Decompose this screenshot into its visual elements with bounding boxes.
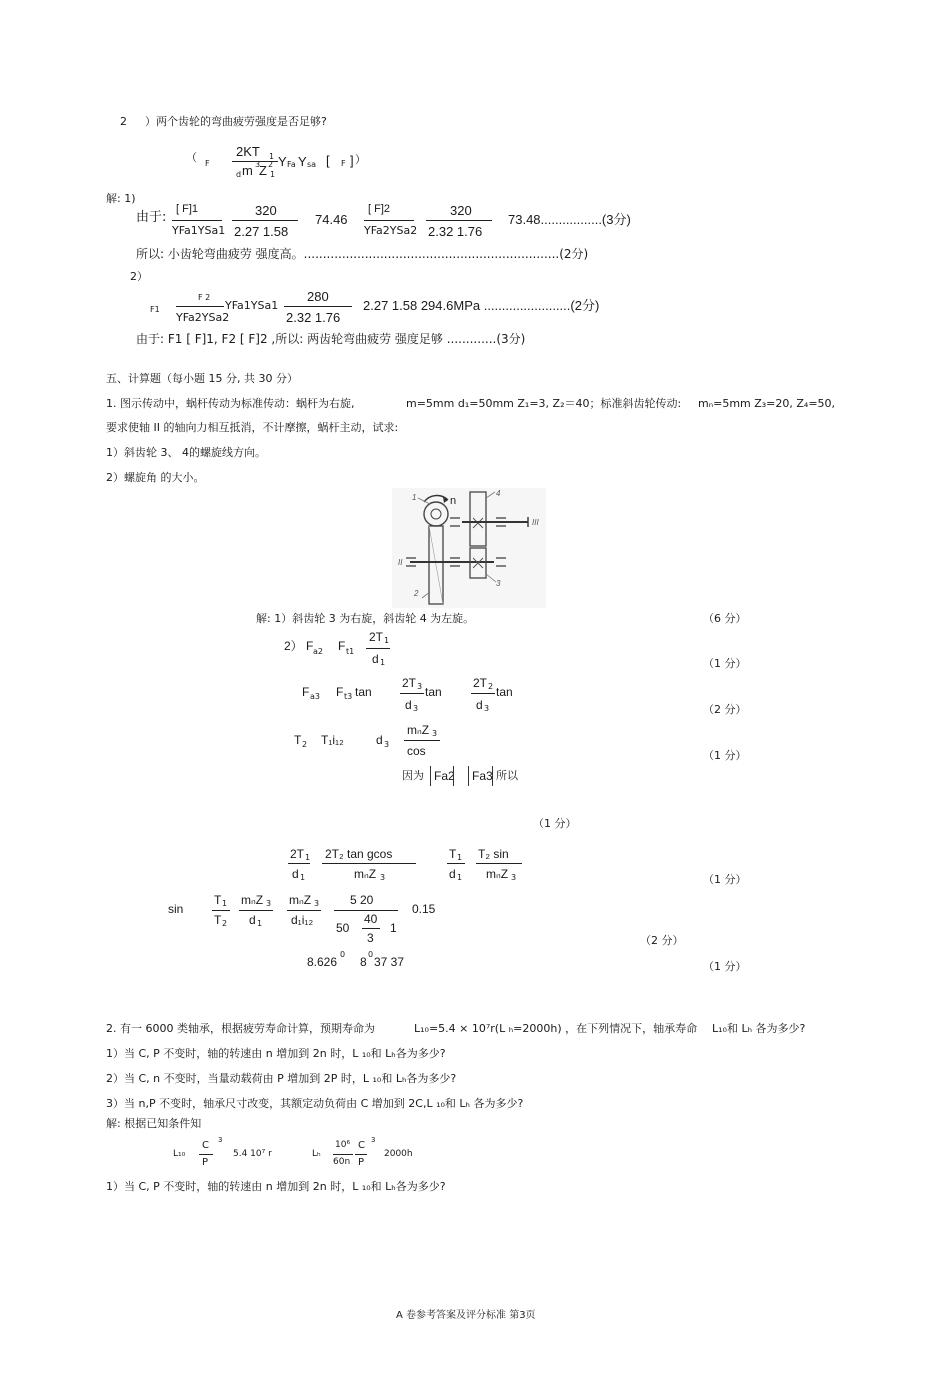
eq2-lhs: F (302, 685, 310, 699)
eq1-den: d (372, 652, 379, 666)
eq5-d3: d₁i₁₂ (291, 913, 314, 927)
q2b-line1a: 2. 有一 6000 类轴承，根据疲劳寿命计算，预期寿命为 (106, 1022, 375, 1035)
eq2-den2: d (476, 698, 483, 712)
formula-den-d: d (236, 170, 242, 179)
label-II: II (398, 558, 403, 567)
eq5-bar1 (212, 910, 230, 911)
eq5-d4b-num: 40 (364, 912, 378, 926)
eq5-sin: sin (168, 902, 184, 916)
eq4-bar1 (288, 863, 310, 864)
eq6-b-sup: 0 (368, 950, 374, 959)
eq5-n4: 5 20 (350, 893, 374, 907)
row2-frac1-bar (176, 306, 224, 307)
row2-frac2-num: 280 (307, 289, 329, 304)
eq5-n2: mₙZ (241, 893, 264, 907)
row1-frac2-bar (232, 220, 298, 221)
because-f1: Fa2 (434, 769, 455, 783)
because-label: 因为 (402, 769, 424, 782)
eq1-mid: F (338, 639, 346, 653)
eq2-den1: d (405, 698, 412, 712)
row1-frac3-bar (364, 220, 414, 221)
section-heading: 五、计算题（每小题 15 分, 共 30 分） (106, 372, 298, 385)
eq2-mid: F (336, 685, 344, 699)
q2b-line5: 解: 根据已知条件知 (106, 1117, 202, 1130)
eq5-bar3 (287, 910, 321, 911)
eq1-lhs-sub: a2 (313, 647, 323, 656)
eq4-n3: T (449, 847, 457, 861)
eq4-bar4 (476, 863, 522, 864)
bf-2000h: 2000h (384, 1149, 413, 1159)
eq5-d4b-den: 3 (367, 931, 374, 945)
bracket-right: ] (350, 153, 354, 168)
bf-lh: Lₕ (312, 1149, 321, 1159)
bf-60n: 60n (333, 1157, 351, 1167)
formula-z-sub: 1 (270, 170, 276, 179)
label-2: 2 (414, 589, 419, 598)
eq2-mid-sub: t3 (344, 692, 353, 701)
bf-bar1 (199, 1154, 213, 1155)
row1-frac4-den: 2.32 1.76 (428, 224, 483, 239)
eq4-n2: 2T₂ tan gcos (325, 847, 393, 861)
eq2-num2: 2T (473, 676, 488, 690)
row1-prefix: 由于: (136, 210, 167, 225)
formula-y2-sub: sa (307, 160, 317, 169)
because-f2: Fa3 (472, 769, 493, 783)
bf-c2: C (358, 1140, 365, 1151)
bf-106: 10⁶ (335, 1140, 351, 1150)
formula-sup3: 3 (255, 160, 261, 169)
sigma-sub: F (205, 159, 210, 168)
label-3: 3 (496, 579, 501, 588)
q2b-line3: 2）当 C, n 不变时，当量动载荷由 P 增加到 2P 时，L ₁₀和 Lₕ各为多少? (106, 1072, 457, 1085)
q2b-line6: 1）当 C, P 不变时，轴的转速由 n 增加到 2n 时，L ₁₀和 Lₕ各为多少? (106, 1180, 446, 1193)
row2-frac2-bar (284, 306, 352, 307)
paren-left: （ (186, 151, 197, 164)
row1-frac4-bar (426, 220, 492, 221)
eq6-c: 37 37 (374, 955, 405, 969)
score-a2: （1 分） (703, 657, 747, 670)
score-a6: （1 分） (533, 817, 577, 830)
q2b-line4: 3）当 n,P 不变时，轴承尺寸改变，其额定动负荷由 C 增加到 2C,L ₁₀和 Lₕ 各为多少? (106, 1097, 524, 1110)
formula-den-m: m (242, 163, 253, 178)
bracket-sigma: F (341, 159, 346, 168)
eq2-bar2 (471, 693, 495, 694)
solution-label: 解: 1) (106, 192, 136, 205)
row2-tail: 2.27 1.58 294.6MPa ........................(2分) (363, 298, 600, 313)
eq4-n4: T₂ sin (478, 847, 509, 861)
because-tail: 所以 (496, 769, 518, 782)
eq4-n1: 2T (290, 847, 305, 861)
row1-frac3-num: [ F]2 (368, 203, 391, 215)
eq5-n3: mₙZ (289, 893, 312, 907)
bf-l10: L₁₀ (173, 1149, 186, 1159)
row2-frac2-den: 2.32 1.76 (286, 310, 341, 325)
row1-value2: 73.48.................(3分) (508, 212, 631, 227)
eq4-bar3 (447, 863, 465, 864)
q2b-line1c: L₁₀和 Lₕ 各为多少? (712, 1022, 806, 1035)
formula-numerator: 2KT (236, 144, 260, 159)
eq5-d2: d (249, 913, 256, 927)
score-a8: （2 分） (640, 934, 684, 947)
eq4-d1: d (292, 867, 299, 881)
bf-bar3 (355, 1154, 367, 1155)
score-a3: （2 分） (703, 703, 747, 716)
solution-part2-label: 2） (130, 270, 148, 283)
row1-frac4-num: 320 (450, 203, 472, 218)
eq4-d4: mₙZ (486, 867, 509, 881)
eq3-num: mₙZ (407, 723, 430, 737)
q1-line1b: m=5mm d₁=50mm Z₁=3, Z₂＝40；标准斜齿轮传动: (406, 397, 682, 410)
formula-y1: Y (278, 154, 287, 169)
formula-den-z: Z (259, 163, 267, 178)
row1-frac2-num: 320 (255, 203, 277, 218)
row2-frac1-num: F 2 (198, 293, 211, 302)
eq3-d: d (376, 733, 383, 747)
q2-title: ）两个齿轮的弯曲疲劳强度是否足够? (145, 115, 327, 128)
score-a1: （6 分） (703, 612, 747, 625)
eq3-lhs: T (294, 733, 302, 747)
eq5-value: 0.15 (412, 902, 436, 916)
row1-frac1-den: YFa1YSa1 (172, 224, 226, 237)
label-1: 1 (412, 493, 417, 502)
eq1-num: 2T (369, 630, 384, 644)
eq5-d4c: 1 (390, 921, 397, 935)
row2-mid: YFa1YSa1 (225, 299, 279, 312)
solution-conclusion-1: 所以: 小齿轮弯曲疲劳 强度高。...................................................................(2分) (136, 247, 589, 261)
eq5-n1: T (214, 893, 222, 907)
paren-right: ） (355, 153, 366, 166)
formula-y1-sub: Fa (287, 160, 296, 169)
bf-sup3b: 3 (371, 1136, 376, 1144)
bf-p2: P (358, 1157, 365, 1168)
eq5-bar5 (362, 928, 380, 929)
eq6-sup: 0 (340, 950, 346, 959)
q2b-line1b: L₁₀=5.4 × 10⁷r(L ₕ=2000h) ，在下列情况下，轴承寿命 (414, 1022, 698, 1035)
eq4-d3: d (449, 867, 456, 881)
eq2-num1: 2T (402, 676, 417, 690)
page-footer: A 卷参考答案及评分标准 第3页 (396, 1310, 536, 1321)
eq5-bar4 (334, 910, 398, 911)
eq4-bar2 (322, 863, 416, 864)
bf-p: P (202, 1157, 209, 1168)
solution-conclusion-2: 由于: F1 [ F]1, F2 [ F]2 ,所以: 两齿轮弯曲疲劳 强度足够 .............(3分) (136, 332, 526, 346)
bf-c: C (202, 1140, 209, 1151)
row1-frac2-den: 2.27 1.58 (234, 224, 289, 239)
label-n: n (450, 495, 457, 507)
formula-sup2: 2 (268, 160, 274, 169)
score-a4: （1 分） (703, 749, 747, 762)
eq1-bar (366, 648, 390, 649)
transmission-diagram (392, 488, 546, 608)
eq5-d1: T (214, 913, 222, 927)
row1-frac3-den: YFa2YSa2 (364, 224, 418, 237)
eq5-d4a: 50 (336, 921, 350, 935)
q1-line4: 2）螺旋角 的大小。 (106, 471, 205, 484)
bf-sup3: 3 (218, 1136, 223, 1144)
q2-number: 2 (120, 115, 127, 128)
eq6-b: 8 (360, 955, 367, 969)
eq2-lhs-sub: a3 (310, 692, 320, 701)
row2-frac1-den: YFa2YSa2 (176, 311, 230, 324)
q1-line3: 1）斜齿轮 3、 4的螺旋线方向。 (106, 446, 266, 459)
score-a7: （1 分） (703, 873, 747, 886)
row1-value1: 74.46 (315, 212, 348, 227)
row1-frac1-bar (172, 220, 222, 221)
eq6-value: 8.626 (307, 955, 338, 969)
q2b-line2: 1）当 C, P 不变时，轴的转速由 n 增加到 2n 时，L ₁₀和 Lₕ各为多少? (106, 1047, 446, 1060)
bracket-left: [ (326, 153, 330, 168)
eq3-den: cos (407, 744, 426, 758)
q1-line1c: mₙ=5mm Z₃=20, Z₄=50, (698, 397, 836, 410)
eq1-lhs: 2） F (284, 639, 314, 653)
q1-line1a: 1. 图示传动中，蜗杆传动为标准传动：蜗杆为右旋, (106, 397, 355, 410)
eq5-bar2 (239, 910, 273, 911)
eq2-bar1 (400, 693, 424, 694)
eq2-tan2: tan (425, 685, 442, 699)
eq3-bar (404, 740, 440, 741)
row2-sigma: F1 (150, 305, 160, 314)
bf-bar2 (333, 1154, 353, 1155)
formula-y2: Y (298, 154, 307, 169)
q1-line2: 要求使轴 II 的轴向力相互抵消，不计摩擦，蜗杆主动，试求: (106, 421, 399, 434)
eq3-mid: T₁i₁₂ (321, 733, 344, 747)
eq1-mid-sub: t1 (346, 647, 355, 656)
label-4: 4 (496, 489, 501, 498)
eq2-tan: tan (355, 685, 372, 699)
label-III: III (532, 518, 539, 527)
row1-frac1-num: [ F]1 (176, 203, 199, 215)
answer1-line: 解: 1）斜齿轮 3 为右旋，斜齿轮 4 为左旋。 (256, 612, 475, 625)
eq4-d2: mₙZ (354, 867, 377, 881)
eq2-tan3: tan (496, 685, 513, 699)
score-a9: （1 分） (703, 960, 747, 973)
formula-num-sub: 1 (269, 152, 275, 161)
bf-value: 5.4 10⁷ r (233, 1149, 272, 1159)
